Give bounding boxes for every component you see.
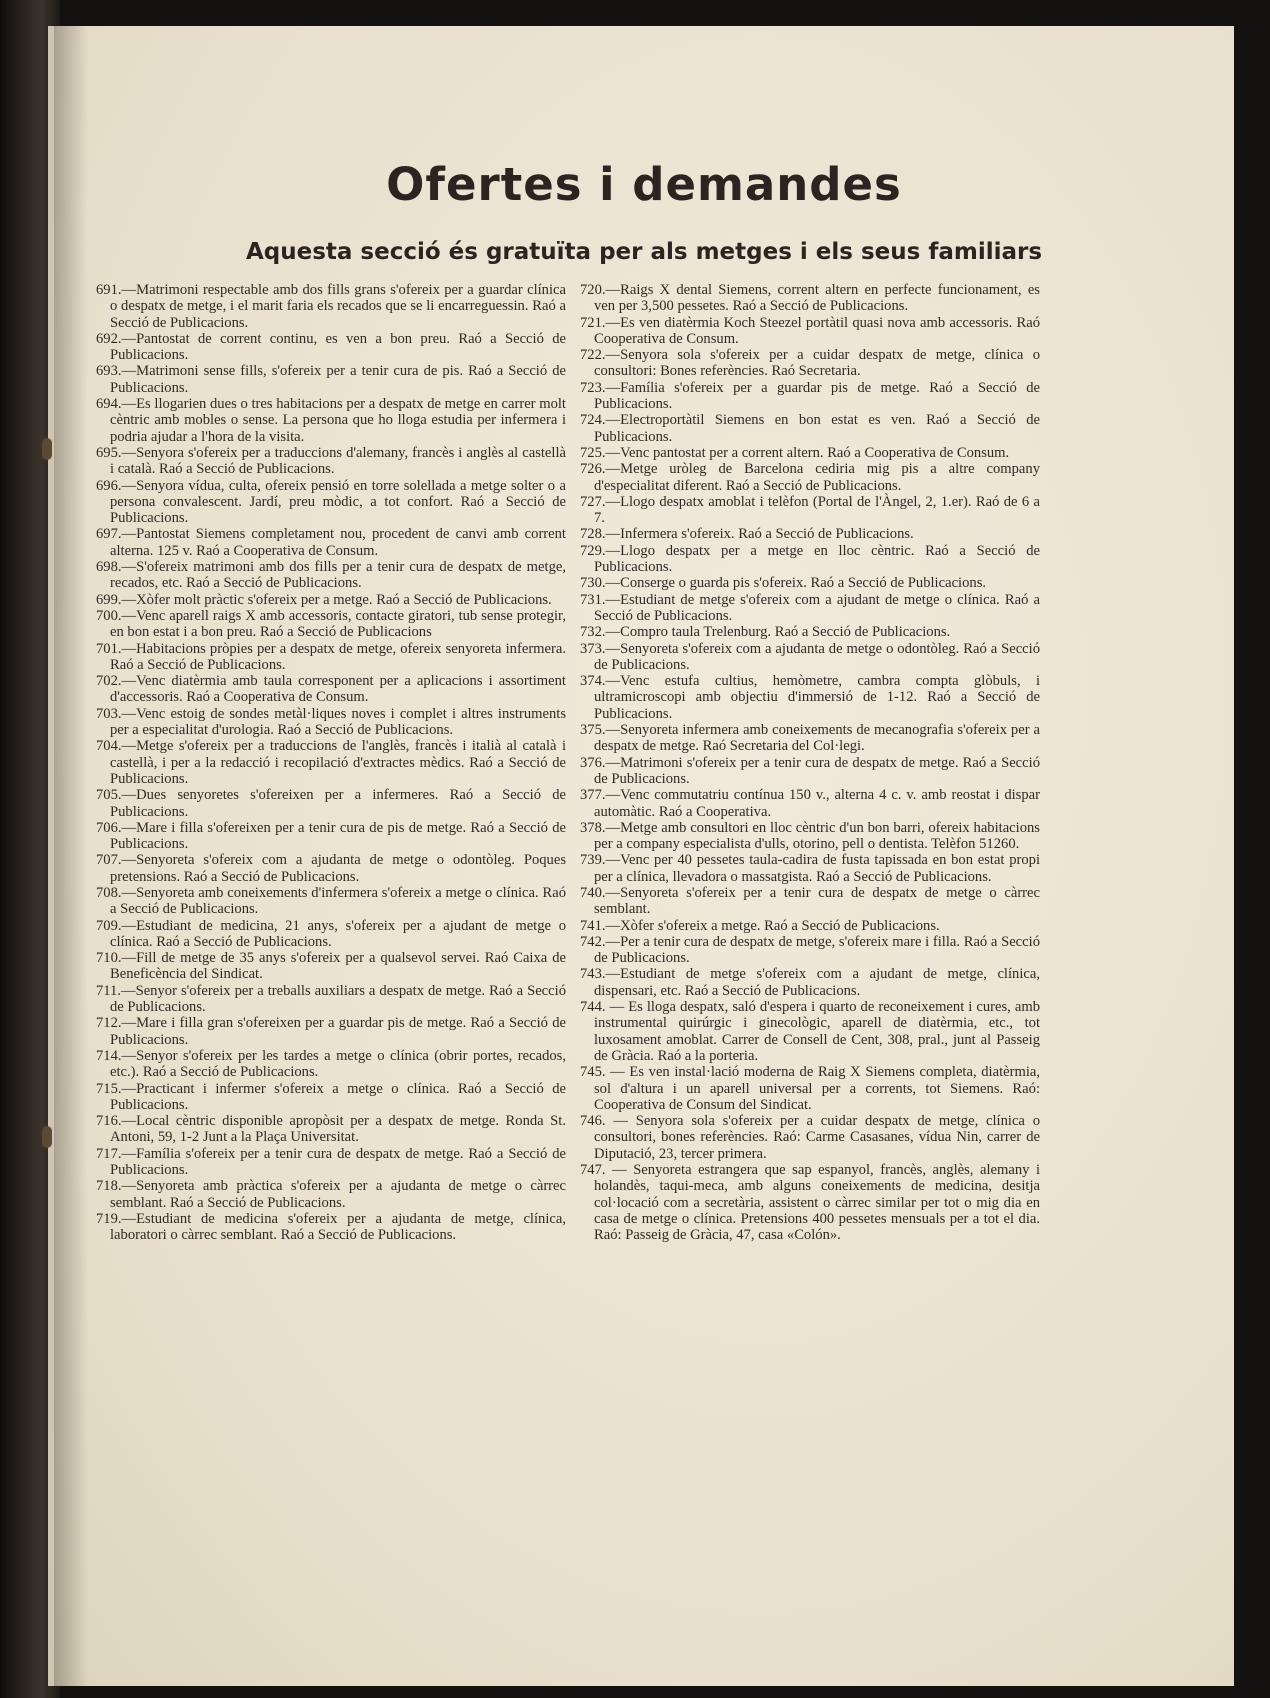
classified-entry: 693.—Matrimoni sense fills, s'ofereix per a tenir cura de pis. Raó a Secció de Publicacions. xyxy=(96,363,566,396)
classified-entry: 697.—Pantostat Siemens completament nou, procedent de canvi amb corrent alterna. 125 v. Raó a Cooperativa de Consum. xyxy=(96,526,566,559)
classified-entry: 724.—Electroportàtil Siemens en bon estat es ven. Raó a Secció de Publicacions. xyxy=(580,412,1040,445)
classified-entry: 377.—Venc commutatriu contínua 150 v., alterna 4 c. v. amb reostat i dispar automàtic. Raó a Cooperativa. xyxy=(580,787,1040,820)
classified-entry: 378.—Metge amb consultori en lloc cèntric d'un bon barri, ofereix habitacions per a company especialista d'ulls, otorino, pell o dentista. Telèfon 51260. xyxy=(580,819,1040,853)
classified-entry: 695.—Senyora s'ofereix per a traduccions d'alemany, francès i anglès al castellà i català. Raó a Secció de Publicacions. xyxy=(96,444,566,478)
classified-entry: 727.—Llogo despatx amoblat i telèfon (Portal de l'Àngel, 2, 1.er). Raó de 6 a 7. xyxy=(580,493,1040,527)
classified-entry: 696.—Senyora vídua, culta, ofereix pensió en torre solellada a metge solter o a persona convalescent. Jardí, preu mòdic, a tot confort. Raó a Secció de Publicacions. xyxy=(96,477,566,527)
right-column xyxy=(580,282,1040,1244)
classified-entry: 719.—Estudiant de medicina s'ofereix per a ajudanta de metge, clínica, laboratori o càrrec semblant. Raó a Secció de Publicacions. xyxy=(96,1210,566,1244)
classified-entry: 705.—Dues senyoretes s'ofereixen per a infermeres. Raó a Secció de Publicacions. xyxy=(96,787,566,820)
classified-entry: 704.—Metge s'ofereix per a traduccions de l'anglès, francès i italià al català i castellà, i per a la redacció i recopilació d'extractes mèdics. Raó a Secció de Publicacions. xyxy=(96,738,566,787)
classified-entry: 711.—Senyor s'ofereix per a treballs auxiliars a despatx de metge. Raó a Secció de Publicacions. xyxy=(96,982,566,1016)
classified-entry: 708.—Senyoreta amb coneixements d'infermera s'ofereix a metge o clínica. Raó a Secció de Publicacions. xyxy=(96,884,566,918)
classified-entry: 721.—Es ven diatèrmia Koch Steezel portàtil quasi nova amb accessoris. Raó Cooperativa de Consum. xyxy=(580,314,1040,347)
classified-entry: 707.—Senyoreta s'ofereix com a ajudanta de metge o odontòleg. Poques pretensions. Raó a Secció de Publicacions. xyxy=(96,852,566,885)
page-subtitle: Aquesta secció és gratuïta per als metges i els seus familiars xyxy=(245,239,1043,265)
classified-entry: 706.—Mare i filla s'ofereixen per a tenir cura de pis de metge. Raó a Secció de Publicacions. xyxy=(96,819,566,853)
classified-entry: 373.—Senyoreta s'ofereix com a ajudanta de metge o odontòleg. Raó a Secció de Publicacions. xyxy=(580,640,1040,673)
classified-entry: 376.—Matrimoni s'ofereix per a tenir cura de despatx de metge. Raó a Secció de Publicacions. xyxy=(580,754,1040,787)
classified-entry: 723.—Família s'ofereix per a guardar pis de metge. Raó a Secció de Publicacions. xyxy=(580,379,1040,413)
classified-entry: 743.—Estudiant de metge s'ofereix com a ajudant de metge, clínica, dispensari, etc. Raó a Secció de Publicacions. xyxy=(580,966,1040,999)
classified-entry: 726.—Metge uròleg de Barcelona cediria mig pis a altre company d'especialitat diferent. Raó a Secció de Publicacions. xyxy=(580,461,1040,494)
classified-entry: 741.—Xòfer s'ofereix a metge. Raó a Secció de Publicacions. xyxy=(580,917,940,934)
classified-entry: 744. — Es lloga despatx, saló d'espera i quarto de reconeixement i cures, amb instrumental quirúrgic i ginecològic, aparell de diatèrmia, etc., tot luxosament amoblat. Carrer de Consell de Cent, 308, pral., junt al Passeig de Gràcia. Raó a la porteria. xyxy=(580,999,1040,1064)
page-title: Ofertes i demandes xyxy=(386,158,902,211)
classified-entry: 709.—Estudiant de medicina, 21 anys, s'ofereix per a ajudant de metge o clínica. Raó a Secció de Publicacions. xyxy=(96,917,566,950)
classified-entry: 374.—Venc estufa cultius, hemòmetre, cambra compta glòbuls, i ultramicroscopi amb objectiu d'immersió de 1-12. Raó a Secció de Publicacions. xyxy=(580,673,1040,722)
classified-entry: 702.—Venc diatèrmia amb taula corresponent per a aplicacions i assortiment d'accessoris. Raó a Cooperativa de Consum. xyxy=(96,673,566,706)
classified-entry: 712.—Mare i filla gran s'ofereixen per a guardar pis de metge. Raó a Secció de Publicacions. xyxy=(96,1015,566,1048)
page-gutter-shadow xyxy=(54,26,88,1686)
classified-entry: 722.—Senyora sola s'ofereix per a cuidar despatx de metge, clínica o consultori: Bones referències. Raó Secretaria. xyxy=(580,347,1040,380)
classified-entry: 700.—Venc aparell raigs X amb accessoris, contacte giratori, tub sense protegir, en bon estat i a bon preu. Raó a Secció de Publicacions xyxy=(96,607,566,641)
classified-entry: 692.—Pantostat de corrent continu, es ven a bon preu. Raó a Secció de Publicacions. xyxy=(96,330,566,364)
classified-entry: 710.—Fill de metge de 35 anys s'ofereix per a qualsevol servei. Raó Caixa de Beneficència del Sindicat. xyxy=(96,950,566,983)
classified-entry: 717.—Família s'ofereix per a tenir cura de despatx de metge. Raó a Secció de Publicacions. xyxy=(96,1145,566,1179)
binding-pin xyxy=(42,438,52,460)
classified-entry: 694.—Es llogarien dues o tres habitacions per a despatx de metge en carrer molt cèntric amb mobles o sense. La persona que ho lloga estudia per infermera i podria ajudar a l'hora de la visita. xyxy=(96,396,566,445)
classified-entry: 699.—Xòfer molt pràctic s'ofereix per a metge. Raó a Secció de Publicacions. xyxy=(96,591,552,608)
classified-entry: 714.—Senyor s'ofereix per les tardes a metge o clínica (obrir portes, recados, etc.). Raó a Secció de Publicacions. xyxy=(96,1047,566,1081)
classified-entry: 746. — Senyora sola s'ofereix per a cuidar despatx de metge, clínica o consultori, bones referències. Raó: Carme Casasanes, vídua Nin, carrer de Diputació, 23, tercer primera. xyxy=(580,1113,1040,1162)
classified-entry: 731.—Estudiant de metge s'ofereix com a ajudant de metge o clínica. Raó a Secció de Publicacions. xyxy=(580,591,1040,624)
classified-entry: 691.—Matrimoni respectable amb dos fills grans s'ofereix per a guardar clínica o despatx de metge, i el marit faria els recados que se li encarreguessin. Raó a Secció de Publicacions. xyxy=(96,282,566,331)
left-column xyxy=(96,282,566,1244)
classified-entry: 698.—S'ofereix matrimoni amb dos fills per a tenir cura de despatx de metge, recados, etc. Raó a Secció de Publicacions. xyxy=(96,559,566,592)
classified-entry: 745. — Es ven instal·lació moderna de Raig X Siemens completa, diatèrmia, sol d'altura i un aparell universal per a corrents, tot Siemens. Raó: Cooperativa de Consum del Sindicat. xyxy=(580,1064,1040,1113)
classified-entry: 747. — Senyoreta estrangera que sap espanyol, francès, anglès, alemany i holandès, taqui-meca, amb alguns coneixements de medicina, desitja col·locació com a secretària, assistent o càrrec similar per tot o mig dia en casa de metge o clínica. Pretensions 400 pessetes mensuals per a tot el dia. Raó: Passeig de Gràcia, 47, casa «Colón». xyxy=(580,1162,1040,1244)
classified-entry: 725.—Venc pantostat per a corrent altern. Raó a Cooperativa de Consum. xyxy=(580,444,1010,461)
classified-entry: 740.—Senyoreta s'ofereix per a tenir cura de despatx de metge o càrrec semblant. xyxy=(580,884,1040,918)
classified-entry: 716.—Local cèntric disponible apropòsit per a despatx de metge. Ronda St. Antoni, 59, 1-2 Junt a la Plaça Universitat. xyxy=(96,1113,566,1146)
classified-entry: 718.—Senyoreta amb pràctica s'ofereix per a ajudanta de metge o càrrec semblant. Raó a Secció de Publicacions. xyxy=(96,1178,566,1211)
classified-entry: 742.—Per a tenir cura de despatx de metge, s'ofereix mare i filla. Raó a Secció de Publicacions. xyxy=(580,933,1040,967)
classified-entry: 729.—Llogo despatx per a metge en lloc cèntric. Raó a Secció de Publicacions. xyxy=(580,542,1040,576)
classified-entry: 715.—Practicant i infermer s'ofereix a metge o clínica. Raó a Secció de Publicacions. xyxy=(96,1080,566,1113)
classified-entry: 720.—Raigs X dental Siemens, corrent altern en perfecte funcionament, es ven per 3,500 pessetes. Raó a Secció de Publicacions. xyxy=(580,282,1040,315)
classified-entry: 728.—Infermera s'ofereix. Raó a Secció de Publicacions. xyxy=(580,526,914,543)
classified-entry: 701.—Habitacions pròpies per a despatx de metge, ofereix senyoreta infermera. Raó a Secció de Publicacions. xyxy=(96,640,566,673)
classified-entry: 732.—Compro taula Trelenburg. Raó a Secció de Publicacions. xyxy=(580,624,951,641)
classified-entry: 730.—Conserge o guarda pis s'ofereix. Raó a Secció de Publicacions. xyxy=(580,575,987,592)
classified-entry: 703.—Venc estoig de sondes metàl·liques noves i complet i altres instruments per a especialitat d'urologia. Raó a Secció de Publicacions. xyxy=(96,705,566,739)
classified-entry: 739.—Venc per 40 pessetes taula-cadira de fusta tapissada en bon estat propi per a clínica, llevadora o massatgista. Raó a Secció de Publicacions. xyxy=(580,852,1040,885)
classified-entry: 375.—Senyoreta infermera amb coneixements de mecanografia s'ofereix per a despatx de metge. Raó Secretaria del Col·legi. xyxy=(580,722,1040,755)
binding-pin xyxy=(42,1126,52,1148)
